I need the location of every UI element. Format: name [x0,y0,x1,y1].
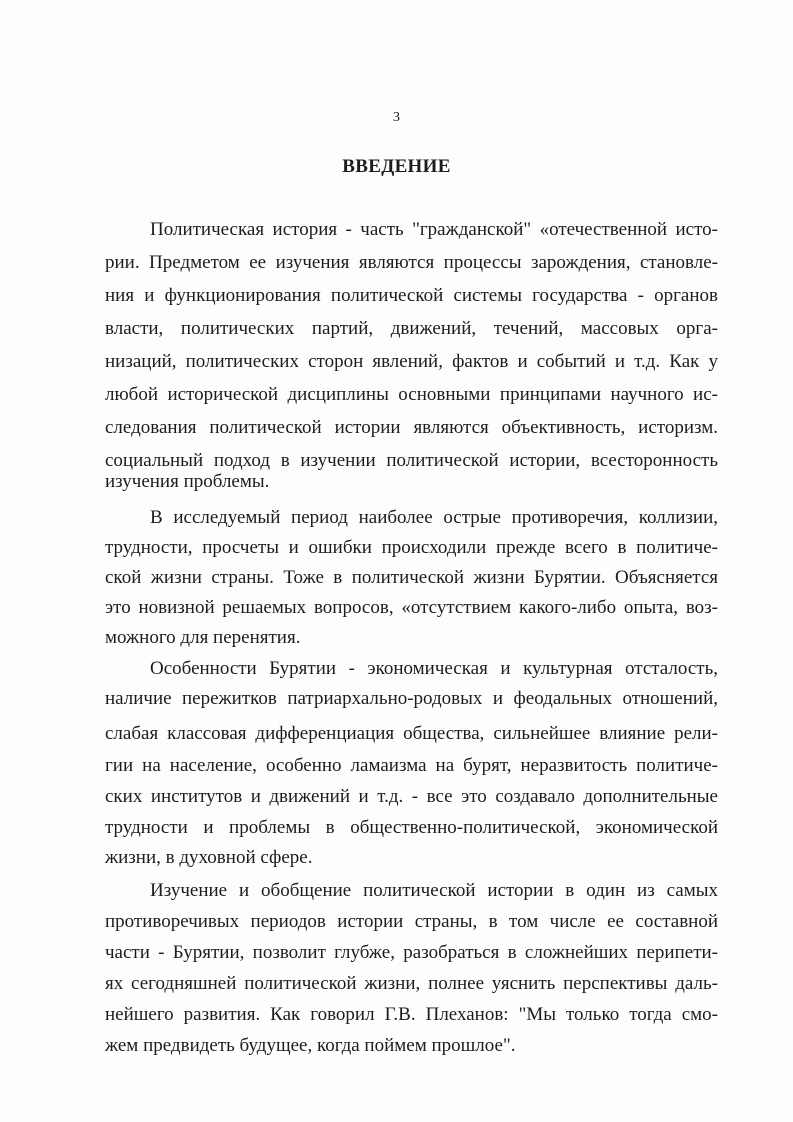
text-line: Изучение и обобщение политической истории в один из самых [150,880,718,901]
text-line: ях сегодняшней политической жизни, полнее уяснить перспективы даль- [105,973,718,994]
text-line: нейшего развития. Как говорил Г.В. Плеханов: "Мы только тогда смо- [105,1004,718,1025]
text-line: Политическая история - часть "гражданской" «отечественной исто- [150,219,718,240]
text-line: В исследуемый период наиболее острые противоречия, коллизии, [150,507,718,528]
text-line: ской жизни страны. Тоже в политической жизни Бурятии. Объясняется [105,567,718,588]
text-line: социальный подход в изучении политической истории, всесторонность [105,450,718,471]
text-line: части - Бурятии, позволит глубже, разобраться в сложнейших перипети- [105,942,718,963]
page-title: ВВЕДЕНИЕ [342,156,451,177]
text-line: ния и функционирования политической системы государства - органов [105,285,718,306]
text-line: наличие пережитков патриархально-родовых и феодальных отношений, [105,688,718,709]
text-line: жем предвидеть будущее, когда поймем прошлое". [105,1035,516,1056]
text-line: трудности, просчеты и ошибки происходили прежде всего в политиче- [105,537,718,558]
text-line: трудности и проблемы в общественно-политической, экономической [105,817,718,838]
text-line: изучения проблемы. [105,471,270,492]
text-line: ских институтов и движений и т.д. - все это создавало дополнительные [105,786,718,807]
text-line: слабая классовая дифференциация общества, сильнейшее влияние рели- [105,723,718,744]
text-line: низаций, политических сторон явлений, фактов и событий и т.д. Как у [105,351,718,372]
text-line: рии. Предметом ее изучения являются процессы зарождения, становле- [105,252,718,273]
text-line: можного для перенятия. [105,627,301,648]
text-line: противоречивых периодов истории страны, в том числе ее составной [105,911,718,932]
text-line: следования политической истории являются объективность, историзм. [105,417,718,438]
page-number: 3 [393,110,400,125]
text-line: гии на население, особенно ламаизма на бурят, неразвитость политиче- [105,755,718,776]
text-line: жизни, в духовной сфере. [105,847,313,868]
text-line: власти, политических партий, движений, течений, массовых орга- [105,318,718,339]
text-line: любой исторической дисциплины основными принципами научного ис- [105,384,718,405]
text-line: это новизной решаемых вопросов, «отсутствием какого-либо опыта, воз- [105,597,718,618]
text-line: Особенности Бурятии - экономическая и культурная отсталость, [150,658,718,679]
